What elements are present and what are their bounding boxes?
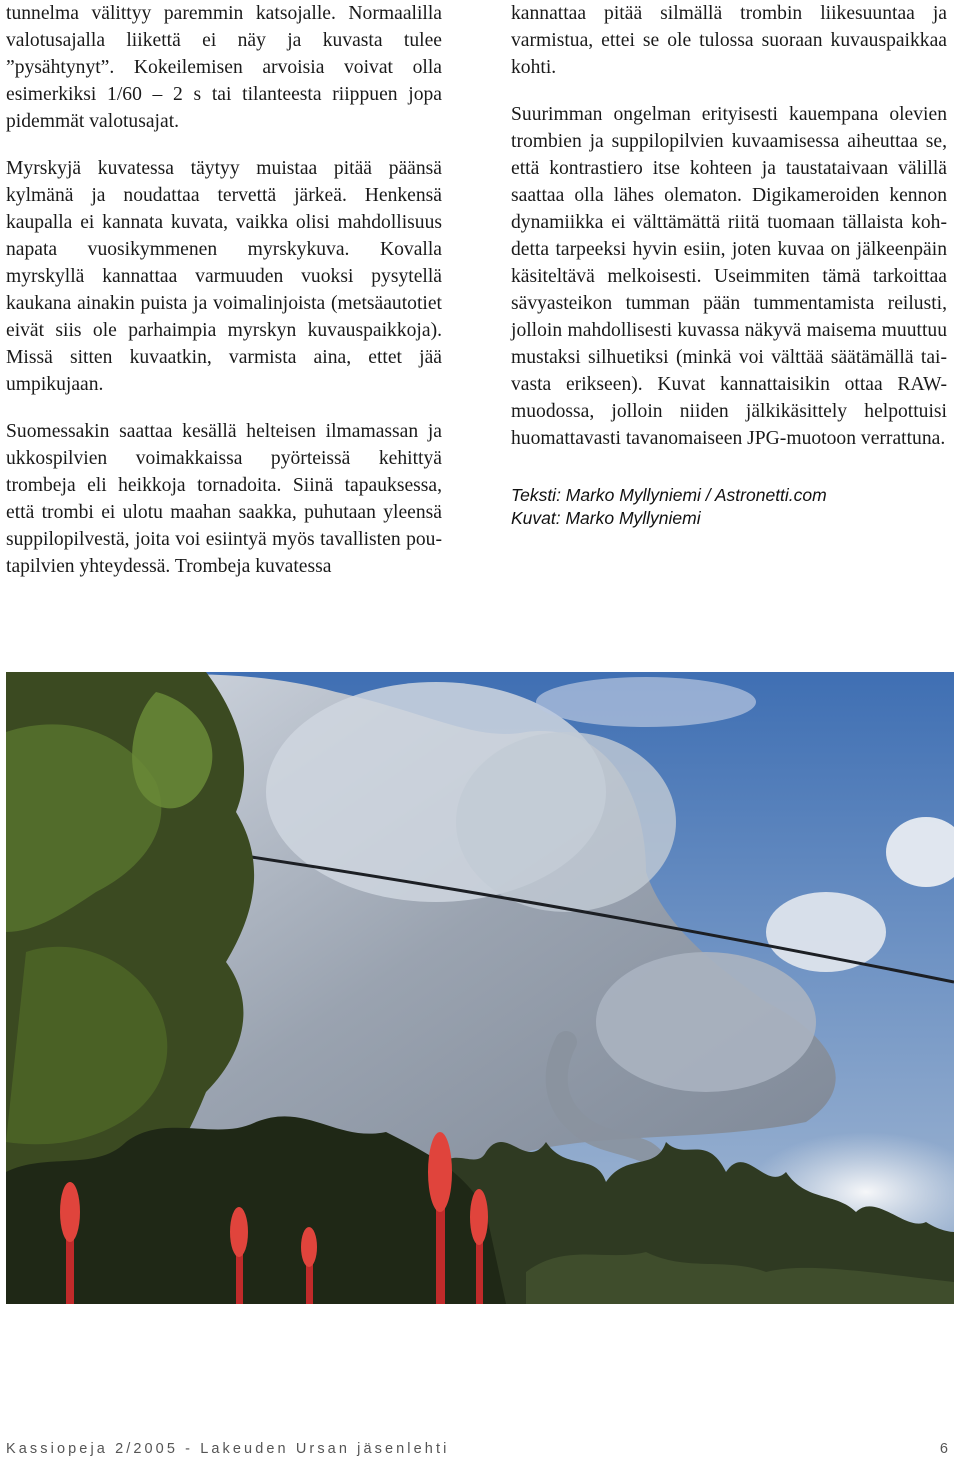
page-number: 6 [939,1441,948,1457]
publication-name: Kassiopeja 2/2005 - Lakeuden Ursan jäsenlehti [6,1441,450,1457]
article-paragraph: Suurimman ongelman erityisesti kauempana olevien trombien ja suppilopilvien kuvaamisessa aiheuttaa se, että kontrastiero itse kohteen ja taustataivaan välillä saattaa olla lähes olematon. Digikameroiden kennon dynamiikka ei välttämättä riitä tuomaan tällaista kohdetta tarpeeksi hyvin esiin, joten kuvaa on jälkeenpäin käsiteltävä melkoisesti. Useimmiten tämä tarkoittaa sävyasteikon tumman pään tummentamista reilusti, jolloin mahdollisesti kuvassa näkyvä maisema muuttuu mustaksi silhuetiksi (minkä voi välttää säätämällä taivasta erikseen). Kuvat kannattaisikin ottaa RAW-muodossa, jolloin niiden jälkikäsittely helpottuisi huomattavasti tavanomaiseen JPG-muotoon verrattuna. [511,104,947,449]
photo-credit: Kuvat: Marko Myllyniemi [511,508,701,528]
funnel-cloud-photo [6,672,954,1304]
article-credits [511,484,947,530]
article-paragraph: Suomessakin saattaa kesällä helteisen ilmamassan ja ukkospilvien voimakkaissa pyörteissä kehittyä trombeja eli heikkoja tornadoita. Siinä tapauksessa, että trombi ei ulotu maahan saakka, puhutaan yleensä suppilopilvestä, joita voi esiintyä myös tavallisten poutapilvien yhteydessä. Trombeja kuvatessa [6,421,442,577]
article-paragraph: kannattaa pitää silmällä trombin liikesuuntaa ja varmistua, ettei se ole tulossa suoraan kuvauspaikkaa kohti. [511,3,947,78]
page-footer [6,1441,948,1461]
article-left-column [6,0,442,600]
text-credit: Teksti: Marko Myllyniemi / Astronetti.com [511,485,827,505]
article-paragraph: tunnelma välittyy paremmin katsojalle. Normaalilla valotusajalla liikettä ei näy ja kuvasta tulee ”pysähtynyt”. Kokeilemisen arvoisia voivat olla esimerkiksi 1/60 – 2 s tai tilanteesta riippuen jopa pidemmät valotusajat. [6,3,442,132]
article-right-column [511,0,947,530]
article-paragraph: Myrskyjä kuvatessa täytyy muistaa pitää päänsä kylmänä ja noudattaa tervettä järkeä. Henkensä kaupalla ei kannata kuvata, vaikka olisi mahdollisuus napata vuosikymmenen myrskykuva. Kovalla myrskyllä kannattaa varmuuden vuoksi pysytellä kaukana ainakin puista ja voimalinjoista (metsäautotiet eivät siis ole parhaimpia myrskyn kuvauspaikkoja). Missä sitten kuvaatkin, varmista aina, ettet jää umpikujaan. [6,158,442,395]
